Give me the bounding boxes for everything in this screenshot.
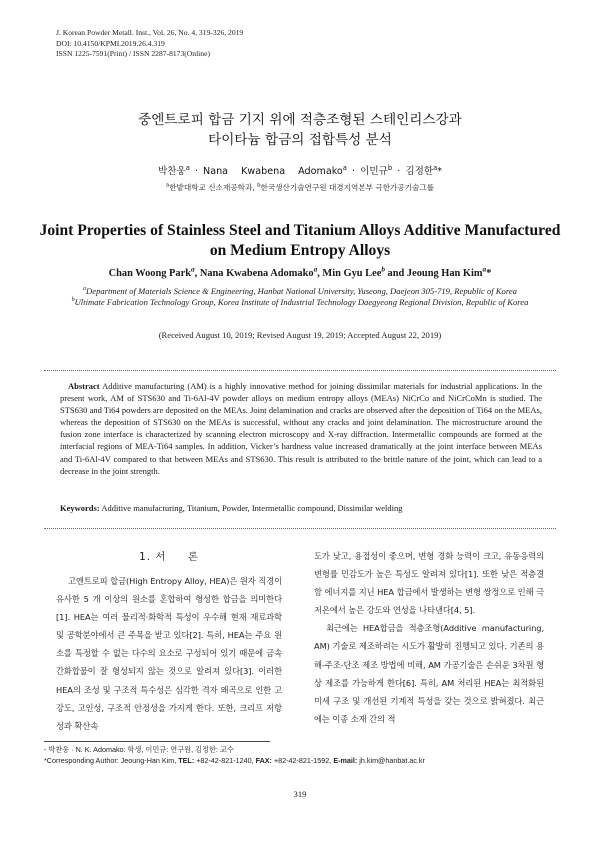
doi: DOI: 10.4150/KPMI.2019.26.4.319 xyxy=(56,38,165,48)
korean-author: 이민규 xyxy=(360,166,388,177)
paragraph: 최근에는 HEA합금을 적층조형(Additive manufacturing, AM) 기술로 제조하려는 시도가 활발히 진행되고 있다. 기존의 용해-주조-단조 제조 방법에 비해, AM 가공기술은 손쉬운 3차원 형상 제조를 가능하게 한다[6]. 특히, AM 처리된 HEA는 최적화된 미세 구조 및 개선된 기계적 특성을 갖는 것으로 밝혀졌다. 최근에는 이종 소재 간의 적 xyxy=(314,623,544,724)
korean-author: Nana Kwabena Adomako xyxy=(203,166,343,177)
korean-affiliation-a: 한밭대학교 신소재공학과, xyxy=(169,183,255,192)
korean-author: 박찬웅 xyxy=(157,166,186,177)
english-affiliations xyxy=(40,286,560,309)
korean-affiliations: $^a$한밭대학교 신소재공학과, $^b$한국생산기술연구원 대경지역본부 극한가공기술그룹 xyxy=(165,182,435,192)
english-title xyxy=(0,221,600,261)
korean-authors: 박찬웅$^a$ · Nana Kwabena Adomako$^a$ · 이민규$^b$ · 김정한$^a$* xyxy=(157,163,443,177)
keywords-text: Additive manufacturing, Titanium, Powder, Intermetallic compound, Dissimilar welding xyxy=(101,503,403,513)
corresponding-author: *Corresponding Author: Jeoung-Han Kim, TEL: +82-42-821-1240, FAX: +82-42-821-1592, E-mail: jh.kim@hanbat.ac.kr xyxy=(44,755,425,765)
body-right-column xyxy=(314,547,544,728)
english-authors: Chan Woong Park$^a$, Nana Kwabena Adomako$^a$, Min Gyu Lee$^b$ and Jeoung Han Kim$^a$* xyxy=(108,265,492,279)
section-heading: 1. 서 론 xyxy=(139,551,199,563)
paragraph: 고엔트로피 합금(High Entropy Alloy, HEA)은 원자 직경이 유사한 5 개 이상의 원소를 혼합하여 형성한 합금을 의미한다[1]. HEA는 여러 물리적·화학적 특성이 우수해 현재 재료과학 및 공학분야에서 큰 주목을 받고 있다[2]. 특히, HEA는 주요 원소를 특정할 수 없는 다수의 요소로 구성되어 있기 때문에 금속간화합물이 잘 형성되지 않는 것으로 알려져 있다[3]. 이러한 HEA의 조성 및 구조적 특수성은 심각한 격자 왜곡으로 인한 고강도, 고인성, 구조적 안정성을 가지게 한다. 또한, 크리프 저항성과 확산속 xyxy=(56,576,282,731)
page-number: 319 xyxy=(293,789,307,799)
journal-citation: J. Korean Powder Metall. Inst., Vol. 26, No. 4, 319-326, 2019 xyxy=(56,28,244,37)
korean-title xyxy=(0,110,600,150)
abstract-top-rule xyxy=(44,370,556,371)
english-title-line2: on Medium Entropy Alloys xyxy=(209,242,391,259)
korean-affiliation-b: 한국생산기술연구원 대경지역본부 극한가공기술그룹 xyxy=(260,183,435,192)
english-affiliation-b: $^b$Ultimate Fabrication Technology Group, Korea Institute of Industrial Technology Daegyeong Regional Division, Republic of Korea xyxy=(71,297,529,308)
footnote-rule xyxy=(44,741,270,742)
keywords xyxy=(60,503,542,513)
received-dates: (Received August 10, 2019; Revised August 19, 2019; Accepted August 22, 2019) xyxy=(158,330,442,340)
paragraph: 도가 낮고, 용접성이 좋으며, 변형 경화 능력이 크고, 유동응력의 변형률 민감도가 높은 특성도 알려져 있다[1]. 또한 낮은 적층결함 에너지를 지닌 HEA 합금에서 발생하는 변형 쌍정으로 인해 극저온에서 높은 강도와 연성을 나타낸다[4, 5]. xyxy=(314,551,544,616)
english-title-line1: Joint Properties of Stainless Steel and Titanium Alloys Additive Manufactured xyxy=(39,222,561,239)
korean-title-line1: 중엔트로피 합금 기지 위에 적층조형된 스테인리스강과 xyxy=(138,112,462,128)
journal-header xyxy=(56,28,243,60)
english-affiliation-a: $^a$Department of Materials Science & Engineering, Hanbat National University, Yuseong, Daejeon 305-719, Republic of Korea xyxy=(83,286,517,296)
abstract-bottom-rule xyxy=(44,528,556,529)
abstract-label: Abstract xyxy=(68,381,100,391)
email-link[interactable]: jh.kim@hanbat.ac.kr xyxy=(359,755,425,765)
issn: ISSN 1225-7591(Print) / ISSN 2287-8173(Online) xyxy=(56,49,210,59)
footnote xyxy=(44,745,556,767)
keywords-label: Keywords: xyxy=(60,503,100,513)
abstract-text: Additive manufacturing (AM) is a highly innovative method for joining dissimilar materials for industrial applications. In the present work, AM of STS630 and Ti-6Al-4V powder alloys on medium entropy alloys (MEAs) NiCrCo and NiCrCoMn is studied. The STS630 and Ti64 powders are deposited on the MEAs. Joint delamination and cracks are observed after the deposition of Ti64 on the MEAs, whereas the deposition of STS630 on the MEAs is successful, without any cracks and joint delamination. The microstructure around the fusion zone interface is characterized by scanning electron microscopy and X-ray diffraction. Intermetallic compounds are formed at the interfacial regions of MEA-Ti64 samples. In addition, Vicker’s hardness value increased dramatically at the joint interface between MEAs and Ti-6Al-4V compared to that between MEAs and STS630. This result is attributed to the brittle nature of the joint, which can lead to a decrease in the joint strength. xyxy=(60,381,542,476)
korean-author: 김정한 xyxy=(405,166,434,177)
korean-title-line2: 타이타늄 합금의 접합특성 분석 xyxy=(208,132,392,148)
body-left-column xyxy=(56,572,282,735)
author-roles: - 박찬웅 · N. K. Adomako: 학생, 이민규: 연구원, 김정한: 교수 xyxy=(44,745,234,754)
abstract xyxy=(60,380,542,477)
